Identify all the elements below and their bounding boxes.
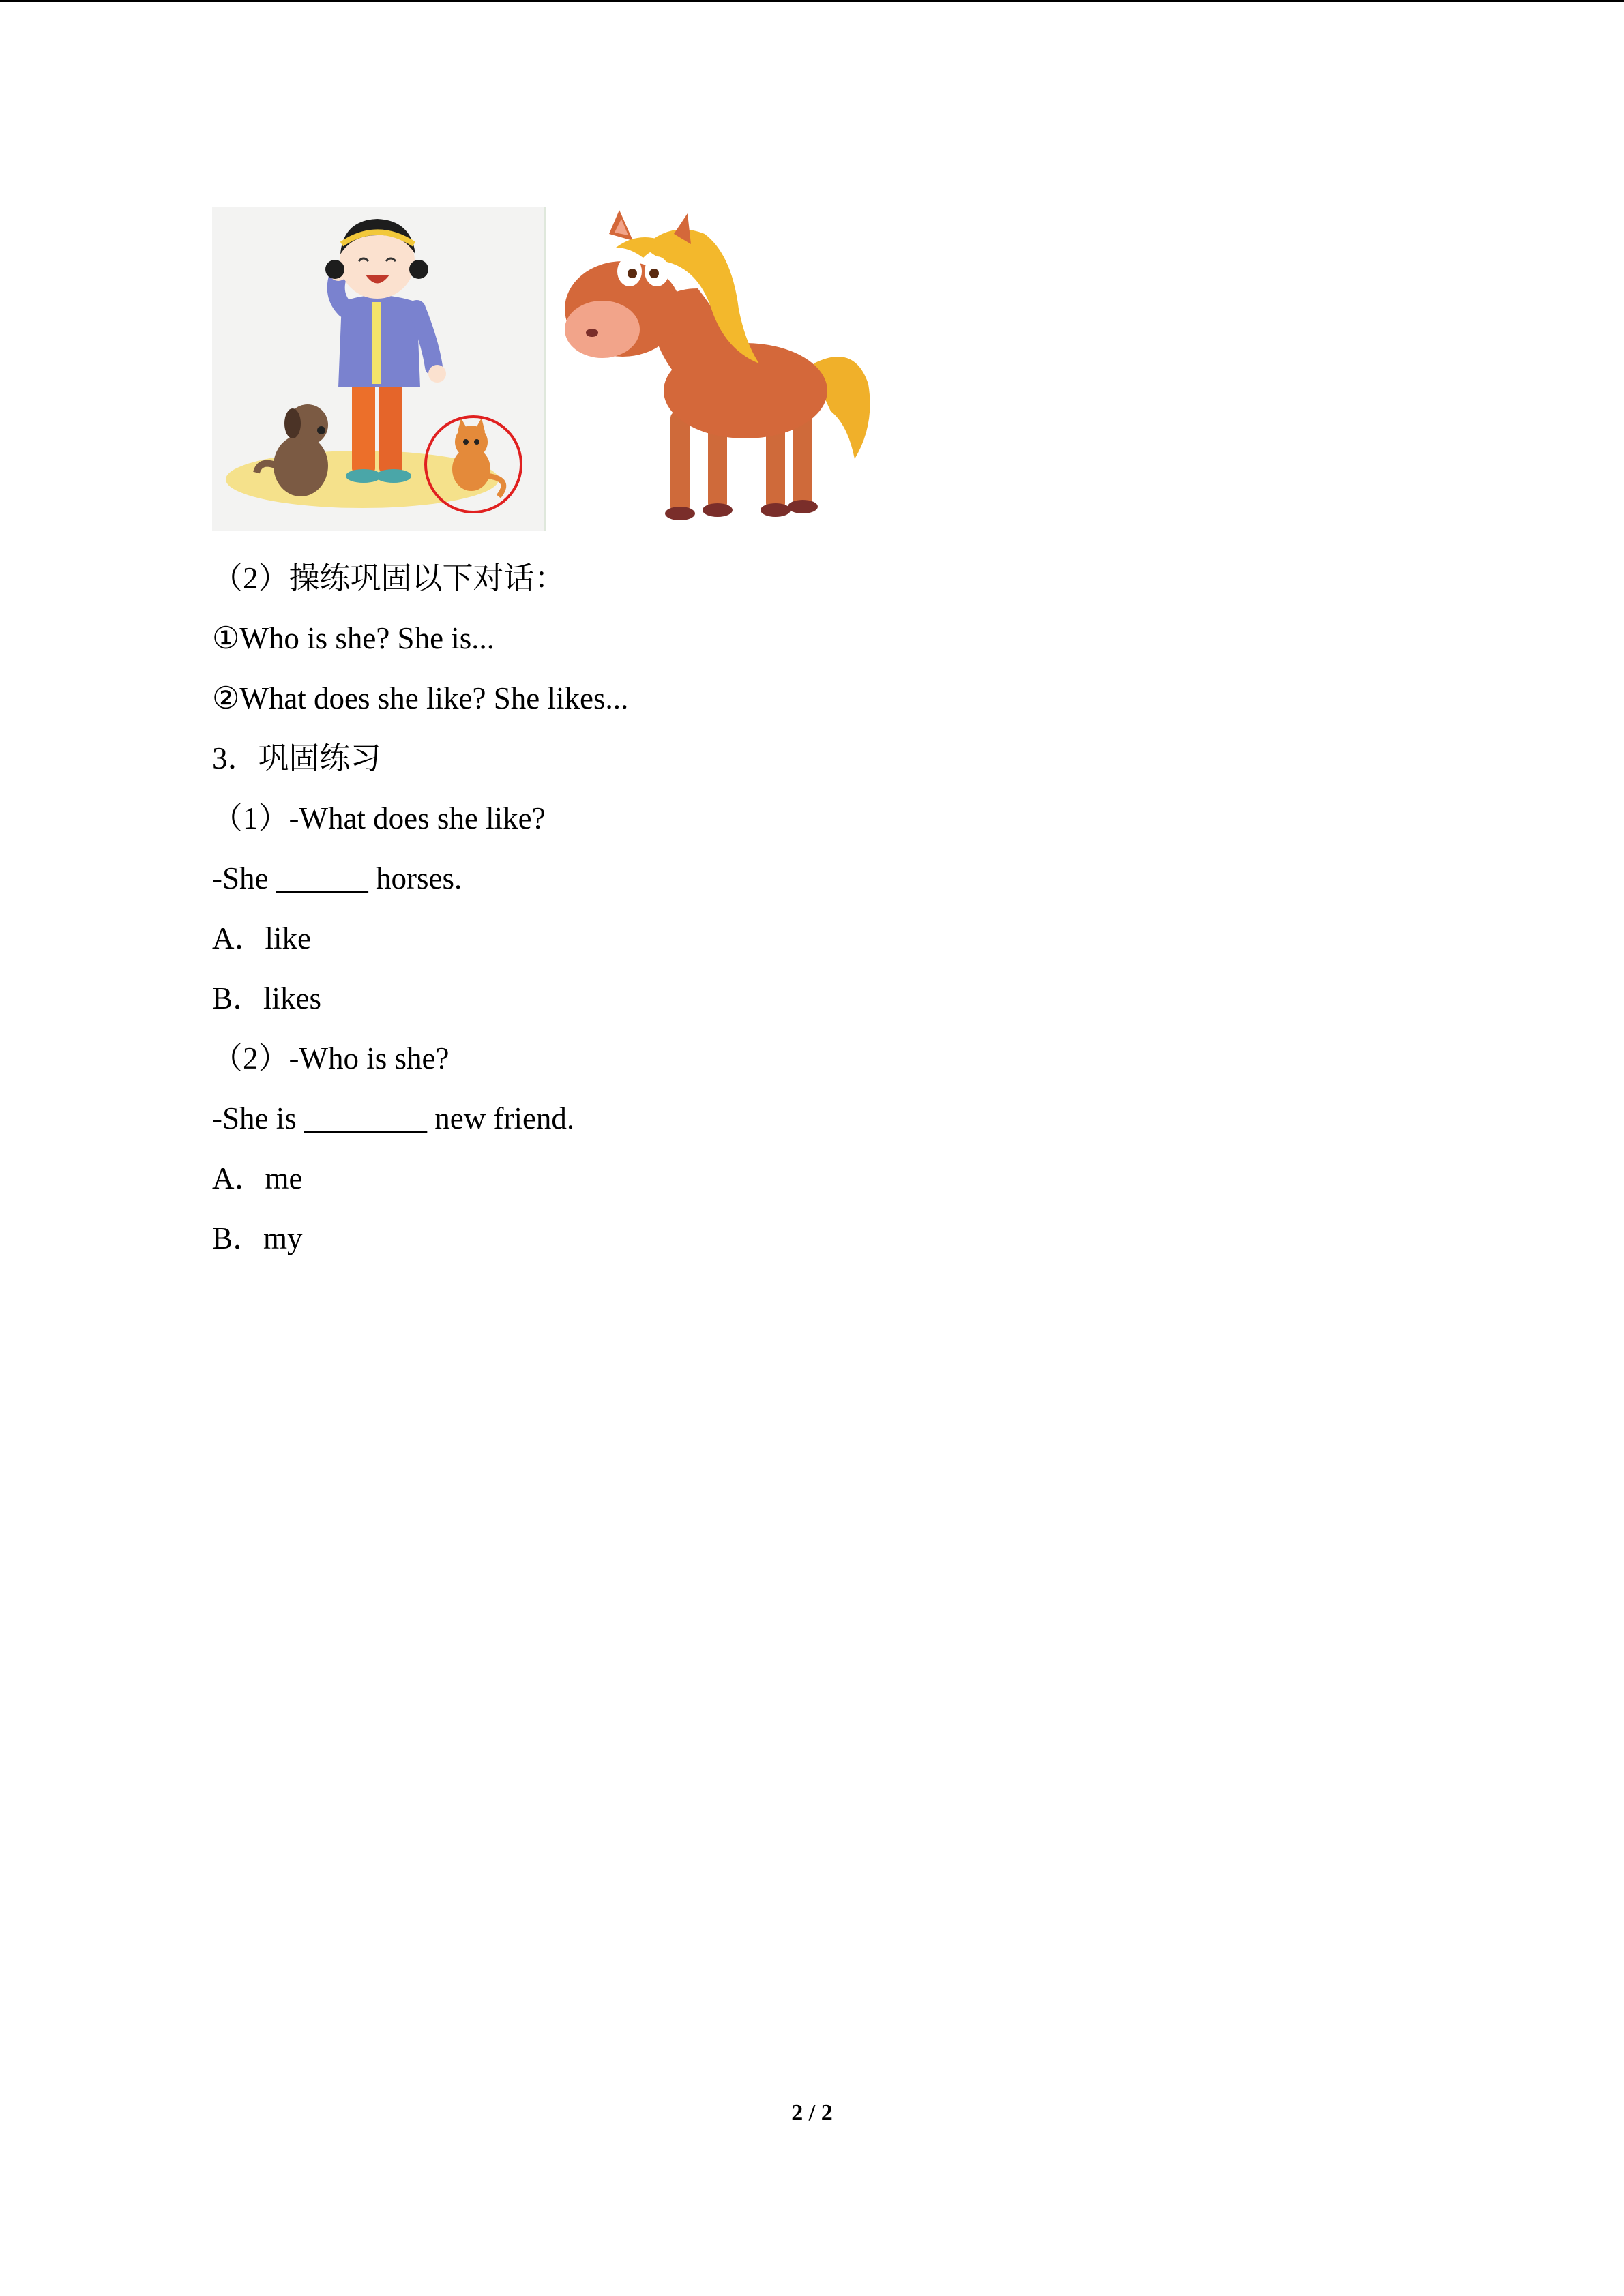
practice-instruction: （2）操练巩固以下对话： bbox=[212, 561, 565, 595]
section-heading: 3．巩固练习 bbox=[212, 741, 381, 775]
question-2-prompt: （2）-Who is she? bbox=[212, 1041, 449, 1075]
question-1-option-b: B．likes bbox=[212, 981, 322, 1015]
question-2-option-b: B．my bbox=[212, 1221, 303, 1255]
horse-illustration bbox=[561, 207, 882, 531]
dialogue-line-2: ②What does she like? She likes... bbox=[212, 681, 629, 715]
question-2-sentence: -She is ________ new friend. bbox=[212, 1101, 575, 1135]
page-top-border bbox=[0, 0, 1624, 2]
worksheet-text bbox=[212, 558, 1440, 1278]
question-1-sentence: -She ______ horses. bbox=[212, 861, 462, 895]
question-2-option-a: A．me bbox=[212, 1161, 303, 1195]
question-1-option-a: A．like bbox=[212, 921, 311, 955]
girl-dog-cat-image bbox=[212, 207, 546, 531]
horse-image bbox=[561, 207, 882, 531]
dialogue-line-1: ①Who is she? She is... bbox=[212, 621, 495, 655]
illustrations bbox=[212, 207, 882, 531]
girl-dog-cat-illustration bbox=[212, 207, 544, 531]
page-number: 2 / 2 bbox=[791, 2100, 833, 2126]
question-1-prompt: （1）-What does she like? bbox=[212, 801, 546, 835]
